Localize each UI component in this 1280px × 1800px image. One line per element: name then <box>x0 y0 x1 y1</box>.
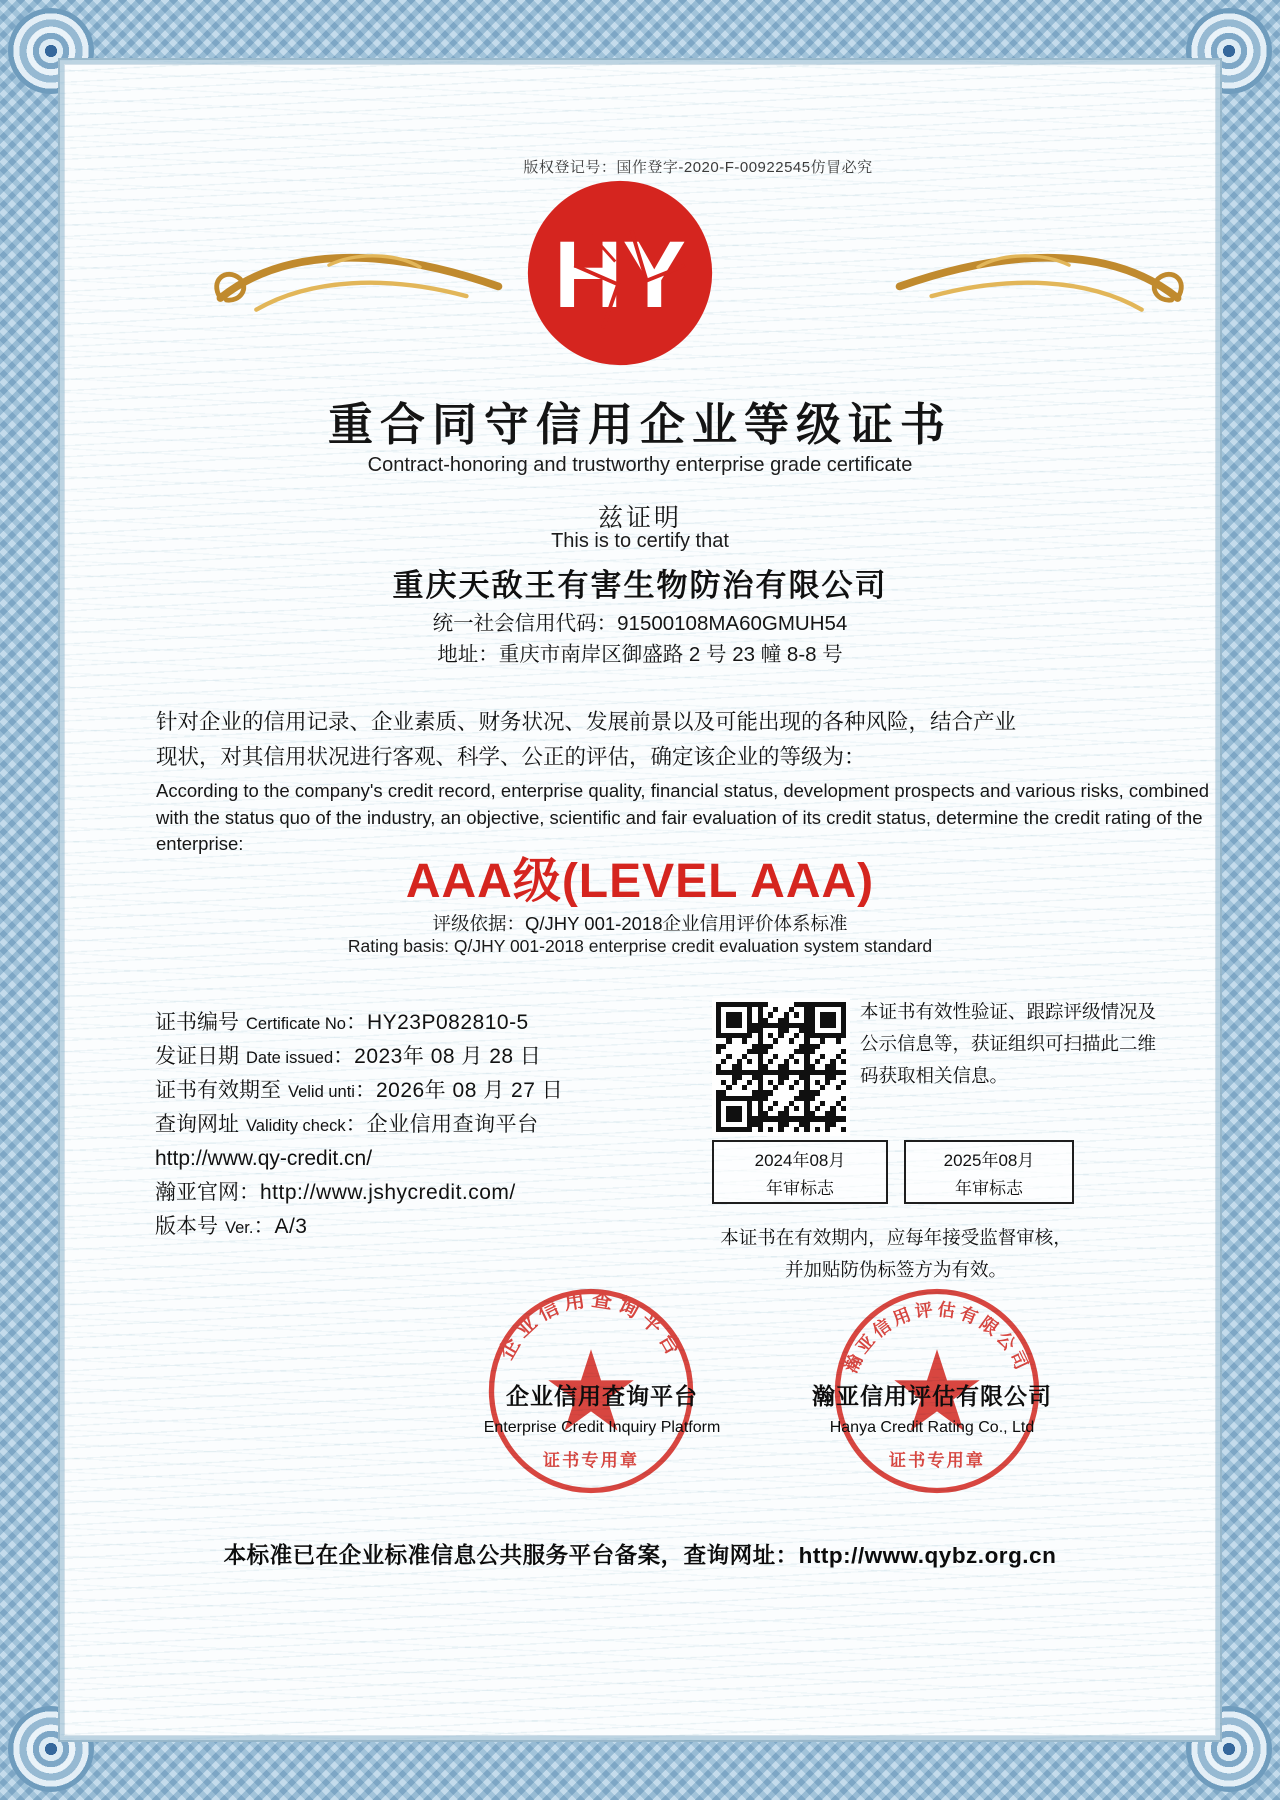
org-name-en: Enterprise Credit Inquiry Platform <box>483 1419 721 1436</box>
date-issued-value: 2023年 08 月 28 日 <box>354 1045 542 1068</box>
seal-banner-text: 证书专用章 <box>542 1450 640 1470</box>
valid-until-label-cn: 证书有效期至 <box>155 1079 281 1102</box>
supervision-notice-line2: 并加贴防伪标签方为有效。 <box>784 1259 1007 1280</box>
cert-no-row <box>155 1006 715 1040</box>
supervision-notice-line1: 本证书在有效期内，应每年接受监督审核， <box>720 1227 1072 1248</box>
certify-label-en: This is to certify that <box>551 530 729 552</box>
cert-no-label-en: Certificate No <box>246 1015 346 1033</box>
org-name-cn: 企业信用查询平台 <box>506 1383 698 1409</box>
hy-logo-icon <box>525 178 715 368</box>
inquiry-platform-url: http://www.qy-credit.cn/ <box>155 1147 373 1170</box>
version-value: A/3 <box>274 1215 308 1238</box>
valid-until-label-en: Velid unti <box>288 1083 355 1101</box>
certificate-details <box>155 1006 715 1244</box>
supervision-notice <box>674 1222 1118 1286</box>
colon: ： <box>333 1045 355 1068</box>
date-issued-label-cn: 发证日期 <box>155 1045 239 1068</box>
evaluation-cn-line2: 现状，对其信用状况进行客观、科学、公正的评估，确定该企业的等级为： <box>156 745 866 769</box>
validity-check-label-en: Validity check <box>246 1117 346 1135</box>
hanya-site-label: 瀚亚官网 <box>155 1181 239 1204</box>
annual-audit-mark-2024 <box>712 1140 888 1204</box>
issuing-organizations <box>60 1378 1220 1468</box>
version-row <box>155 1210 715 1244</box>
certify-label: 兹证明 <box>597 504 682 532</box>
date-issued-row <box>155 1040 715 1074</box>
version-label-cn: 版本号 <box>155 1215 218 1238</box>
version-label-en: Ver. <box>225 1219 254 1237</box>
rating-basis-en: Rating basis: Q/JHY 001-2018 enterprise credit evaluation system standard <box>347 936 933 956</box>
seal-arc-text: 企业信用查询平台 <box>495 1288 687 1364</box>
rating-level: AAA级(LEVEL AAA) <box>405 855 875 908</box>
cert-no-label-cn: 证书编号 <box>155 1011 239 1034</box>
evaluation-paragraph-en: According to the company's credit record, enterprise quality, financial status, development prospects and various risks, combined with the status quo of the industry, an objective, scientific and fair evaluation of its credit status, determine the credit rating of the enterprise: <box>156 780 1210 854</box>
company-name: 重庆天敌王有害生物防治有限公司 <box>392 568 888 603</box>
colon: ： <box>239 1181 260 1204</box>
evaluation-cn-line1: 针对企业的信用记录、企业素质、财务状况、发展前景以及可能出现的各种风险，结合产业 <box>156 710 1017 734</box>
valid-until-row <box>155 1074 715 1108</box>
audit-mark-date: 2025年08月 <box>943 1150 1035 1170</box>
svg-text:HY: HY <box>554 222 686 329</box>
copyright-registration-line: 版权登记号：国作登字-2020-F-00922545仿冒必究 <box>523 159 873 176</box>
qr-instruction-text: 本证书有效性验证、跟踪评级情况及公示信息等，获证组织可扫描此二维码获取相关信息。 <box>860 1001 1157 1086</box>
qr-code <box>712 998 850 1136</box>
validity-check-value: 企业信用查询平台 <box>366 1113 539 1136</box>
certificate-body <box>58 58 1222 1742</box>
gold-flourish-icon <box>210 238 506 330</box>
org-hanya-rating <box>762 1378 1102 1437</box>
validity-check-row <box>155 1108 715 1142</box>
validity-check-label-cn: 查询网址 <box>155 1113 239 1136</box>
address-line: 地址：重庆市南岸区御盛路 2 号 23 幢 8-8 号 <box>437 643 843 666</box>
cert-no-value: HY23P082810-5 <box>366 1011 529 1034</box>
rating-basis-cn: 评级依据：Q/JHY 001-2018企业信用评价体系标准 <box>432 913 848 934</box>
seal-banner-text: 证书专用章 <box>888 1450 986 1470</box>
valid-until-value: 2026年 08 月 27 日 <box>375 1079 564 1102</box>
evaluation-paragraph-cn <box>156 705 1246 775</box>
org-name-en: Hanya Credit Rating Co., Ltd <box>829 1419 1035 1436</box>
org-inquiry-platform <box>432 1378 772 1437</box>
hanya-site-url: http://www.jshycredit.com/ <box>260 1181 516 1204</box>
colon: ： <box>345 1011 367 1034</box>
annual-audit-mark-2025 <box>904 1140 1074 1204</box>
footer-filing-line: 本标准已在企业标准信息公共服务平台备案，查询网址：http://www.qybz.org.cn <box>223 1543 1057 1568</box>
colon: ： <box>345 1113 367 1136</box>
qr-code-modules <box>716 1002 846 1132</box>
gold-flourish-icon <box>892 238 1188 330</box>
audit-mark-label: 年审标志 <box>766 1178 834 1198</box>
date-issued-label-en: Date issued <box>246 1049 334 1067</box>
certificate-title: 重合同守信用企业等级证书 <box>327 399 952 450</box>
colon: ： <box>253 1215 275 1238</box>
colon: ： <box>354 1079 376 1102</box>
audit-mark-label: 年审标志 <box>955 1178 1023 1198</box>
hanya-site-row <box>155 1176 715 1210</box>
certificate-title-en: Contract-honoring and trustworthy enterprise grade certificate <box>367 454 913 476</box>
org-name-cn: 瀚亚信用评估有限公司 <box>812 1383 1052 1409</box>
audit-mark-date: 2024年08月 <box>754 1150 846 1170</box>
seal-arc-text: 瀚亚信用评估有限公司 <box>840 1299 1034 1376</box>
credit-code-line: 统一社会信用代码：91500108MA60GMUH54 <box>432 612 848 635</box>
